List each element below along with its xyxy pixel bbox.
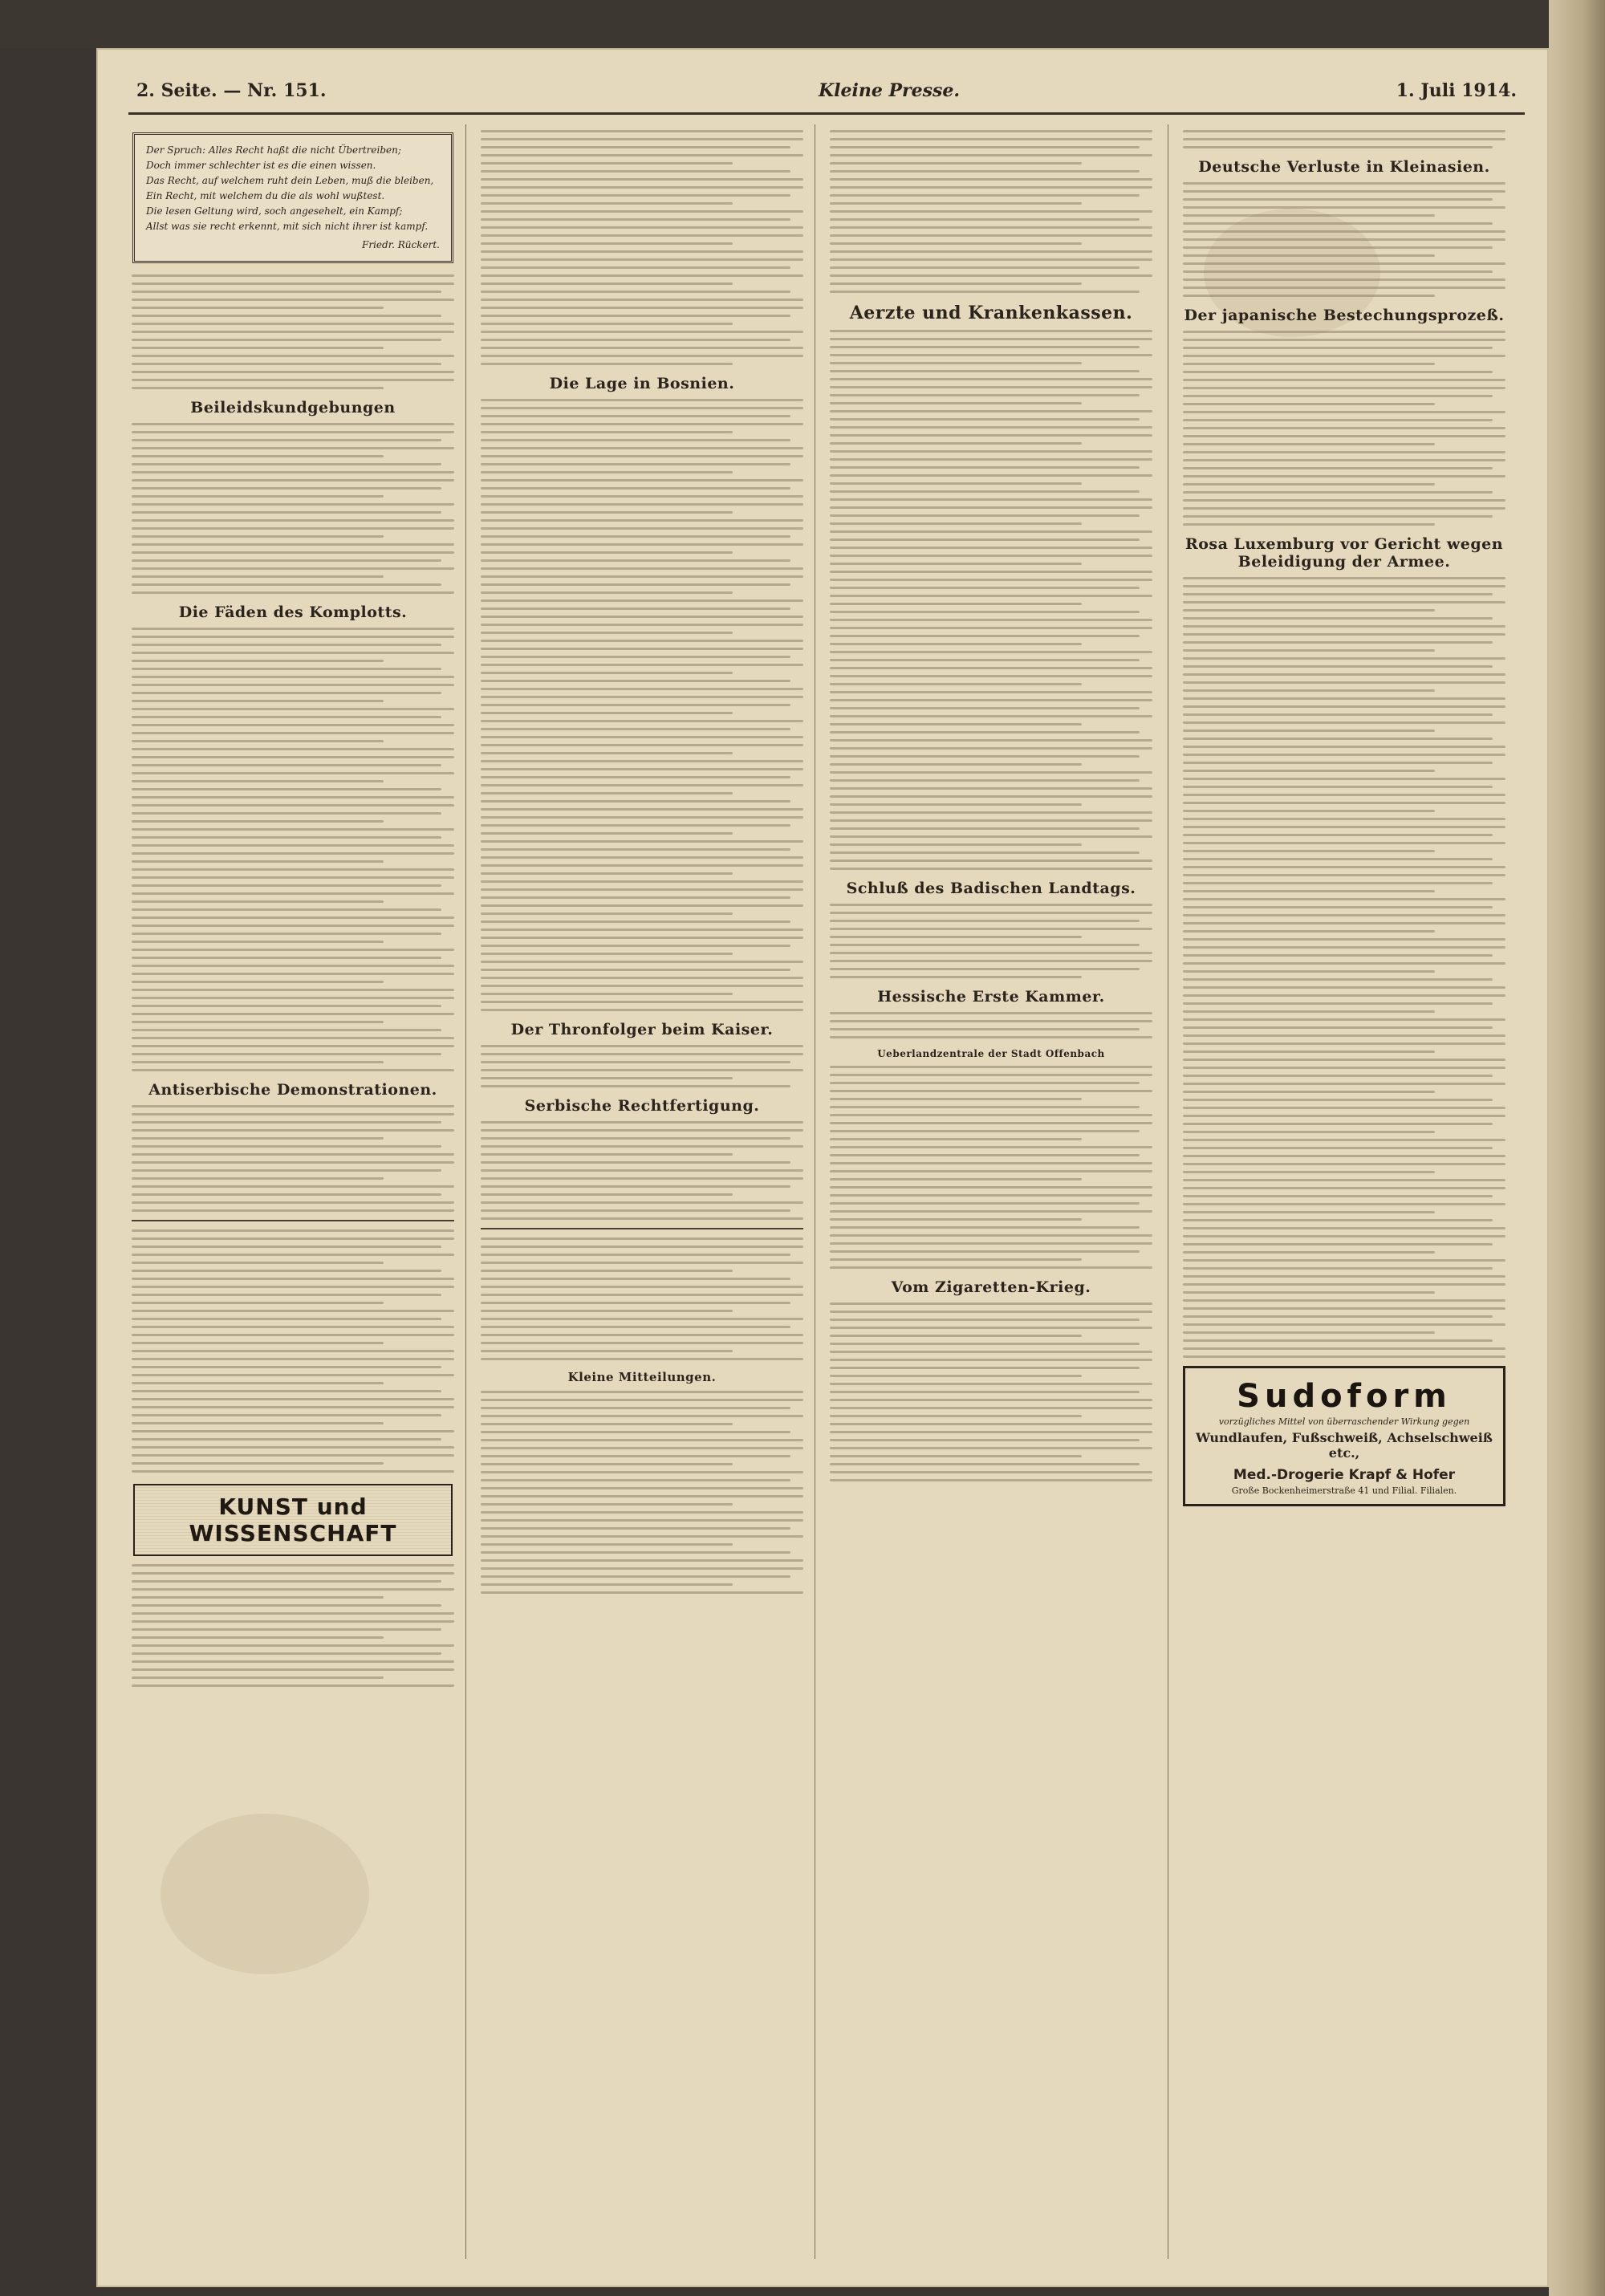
article-text: [481, 1237, 803, 1360]
issue-date: 1. Juli 1914.: [1396, 80, 1517, 101]
section-heading: Aerzte und Krankenkassen.: [849, 303, 1133, 323]
scan-top-border: [0, 0, 1605, 48]
next-page-edge: [1549, 0, 1605, 2296]
article-text: [132, 628, 454, 1071]
ad-product-uses: Wundlaufen, Fußschweiß, Achselschweiß etc.,: [1196, 1430, 1493, 1461]
section-heading: Beileidskundgebungen: [190, 399, 396, 417]
divider: [132, 1220, 454, 1221]
sudoform-advertisement: [1183, 1366, 1505, 1506]
ad-drogerie: Med.-Drogerie Krapf & Hofer: [1233, 1467, 1456, 1483]
article-text: [481, 130, 803, 365]
section-heading: Die Fäden des Komplotts.: [178, 603, 408, 621]
column-1: [128, 124, 457, 2259]
page-number: 2. Seite. — Nr. 151.: [136, 80, 327, 101]
article-text: [830, 1066, 1152, 1269]
newspaper-title: Kleine Presse.: [819, 80, 961, 101]
article-text: [1183, 130, 1505, 148]
article-text: [481, 1391, 803, 1594]
section-heading: Der Thronfolger beim Kaiser.: [510, 1021, 774, 1038]
article-text: [1183, 331, 1505, 526]
section-heading: Deutsche Verluste in Kleinasien.: [1198, 158, 1490, 176]
article-text: [132, 1105, 454, 1212]
article-text: [1183, 577, 1505, 1358]
divider: [481, 1228, 803, 1229]
quote-line: Die lesen Geltung wird, soch angesehelt, ein Kampf;: [146, 205, 403, 217]
ad-address: Große Bockenheimerstraße 41 und Filial. Filialen.: [1231, 1485, 1457, 1496]
article-text: [830, 1302, 1152, 1481]
article-text: [481, 1121, 803, 1220]
column-4: [1180, 124, 1509, 2259]
section-heading: Die Lage in Bosnien.: [549, 375, 735, 392]
kunst-wissenschaft-banner: KUNST und WISSENSCHAFT: [133, 1484, 453, 1556]
quote-line: Der Spruch: Alles Recht haßt die nicht Übertreiben;: [146, 144, 401, 156]
quote-signature: Friedr. Rückert.: [362, 239, 440, 250]
article-text: [132, 1564, 454, 1687]
newspaper-page: [96, 48, 1549, 2287]
ad-slogan: vorzügliches Mittel von überraschender Wirkung gegen: [1218, 1416, 1470, 1427]
column-2: [477, 124, 807, 2259]
column-rule: [465, 124, 466, 2259]
article-text: [481, 1045, 803, 1087]
section-heading: Der japanische Bestechungsprozeß.: [1184, 307, 1505, 324]
article-text: [481, 399, 803, 1011]
subheading: Ueberlandzentrale der Stadt Offenbach: [877, 1048, 1105, 1059]
section-heading: Kleine Mitteilungen.: [567, 1370, 717, 1384]
section-heading: Rosa Luxemburg vor Gericht wegen Beleidigung der Armee.: [1184, 535, 1504, 571]
quote-box: [132, 132, 453, 263]
section-heading: Antiserbische Demonstrationen.: [148, 1081, 437, 1099]
article-text: [830, 1012, 1152, 1038]
section-heading: Hessische Erste Kammer.: [877, 988, 1105, 1006]
quote-line: Doch immer schlechter ist es die einen wissen.: [146, 160, 376, 171]
section-heading: Serbische Rechtfertigung.: [524, 1097, 760, 1115]
article-text: [830, 904, 1152, 978]
article-text: [132, 274, 454, 389]
quote-line: Das Recht, auf welchem ruht dein Leben, muß die bleiben,: [146, 175, 434, 186]
ad-brand: Sudoform: [1237, 1378, 1452, 1415]
quote-line: Allst was sie recht erkennt, mit sich nicht ihrer ist kampf.: [146, 221, 429, 232]
article-text: [132, 1229, 454, 1473]
article-text: [132, 423, 454, 594]
article-text: [830, 330, 1152, 870]
section-heading: Vom Zigaretten-Krieg.: [891, 1278, 1091, 1296]
quote-line: Ein Recht, mit welchem du die als wohl wußtest.: [146, 190, 385, 201]
article-text: [1183, 182, 1505, 297]
column-3: [827, 124, 1156, 2259]
article-text: [830, 130, 1152, 293]
section-heading: Schluß des Badischen Landtags.: [846, 880, 1136, 897]
page-header: [128, 72, 1525, 115]
